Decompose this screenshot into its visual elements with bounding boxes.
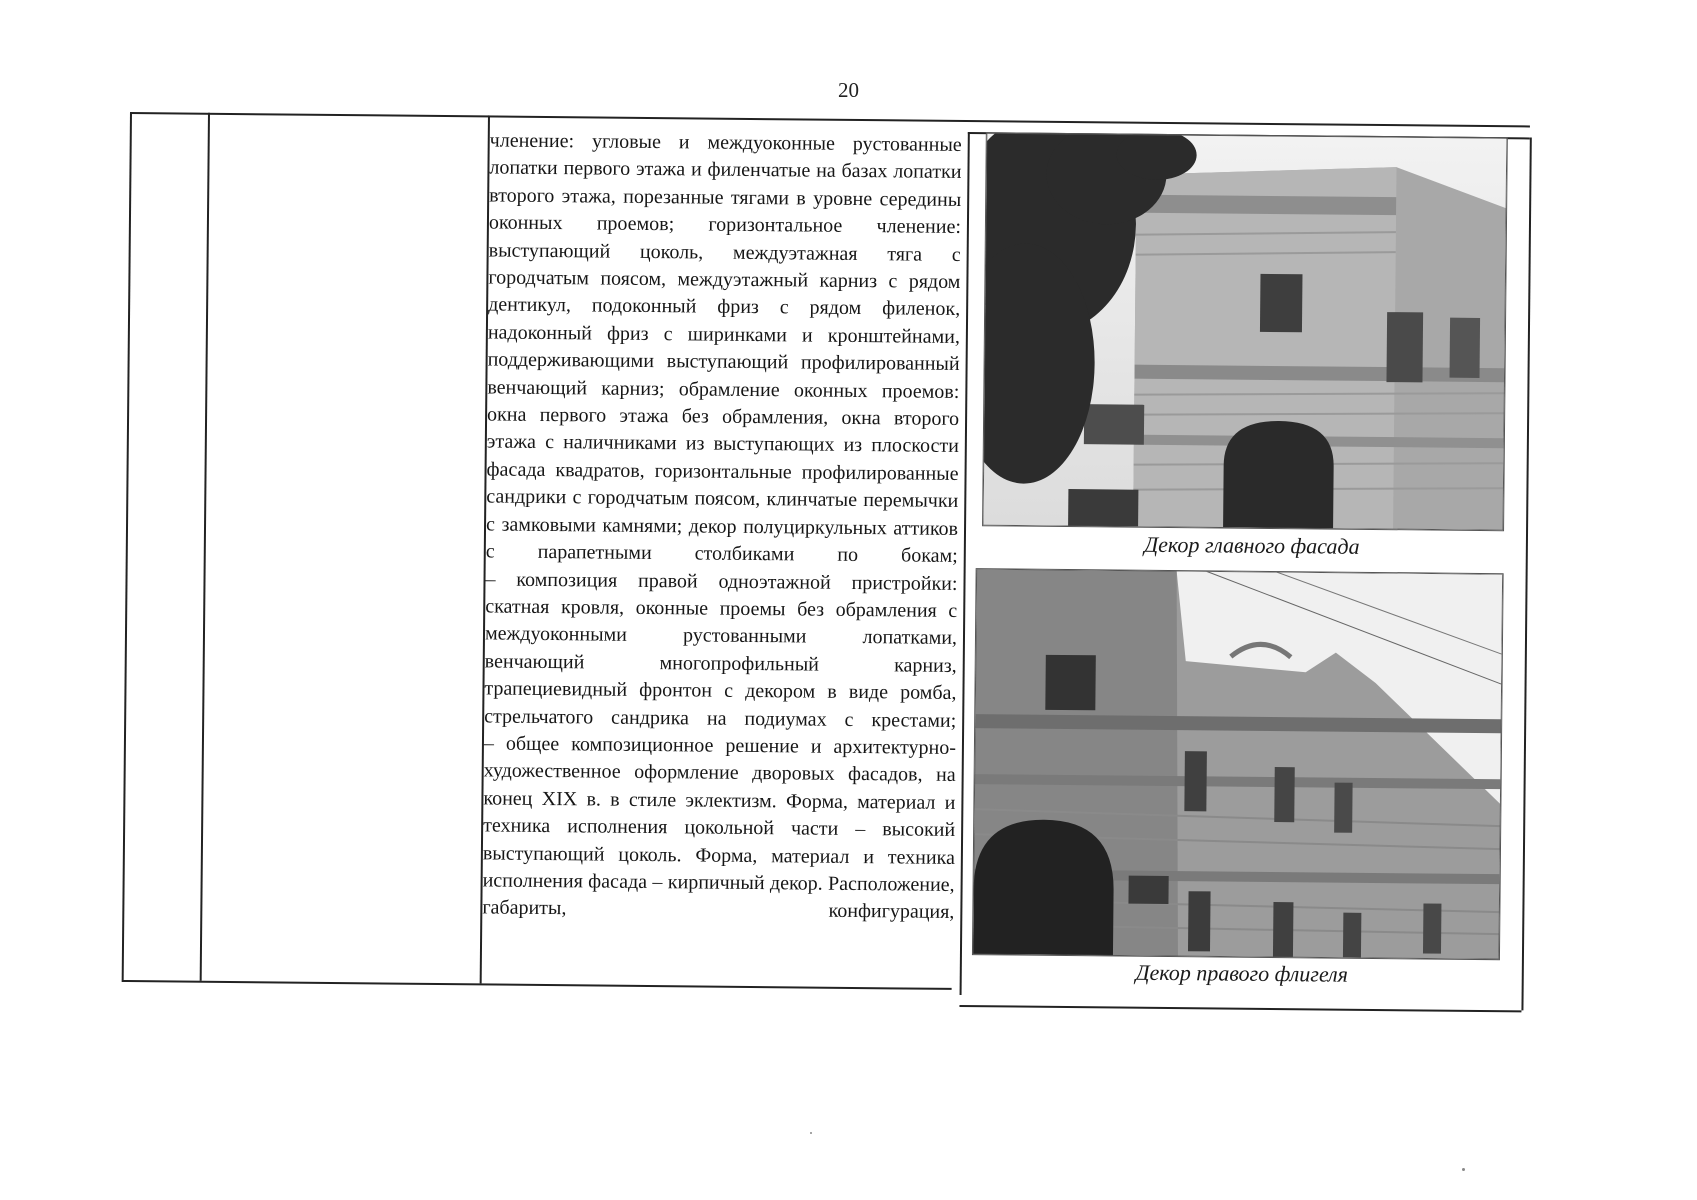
table-bottom-border xyxy=(122,980,952,989)
description-text xyxy=(482,115,962,926)
column-divider-1 xyxy=(200,113,210,981)
table-right-border xyxy=(1521,137,1531,1010)
paragraph-right-annex: – композиция правой одноэтажной пристройки: скатная кровля, оконные проемы без обрамления с междуоконными рустованными лопатками, венчающий многопрофильный карниз, трапециевидный фронтон с декором в виде ромба, стрельчатого сандрика на подиумах с крестами; xyxy=(484,567,958,732)
scan-speck xyxy=(810,1132,812,1134)
building-main-facade-photo xyxy=(982,132,1508,531)
table-left-border xyxy=(122,112,132,980)
caption-right-wing: Декор правого флигеля xyxy=(1135,959,1349,987)
page-number: 20 xyxy=(838,78,859,102)
photo-block-main-facade xyxy=(986,132,1526,559)
column-divider-3 xyxy=(960,132,970,995)
photo-cell-bottom-border xyxy=(959,1005,1521,1012)
scan-speck xyxy=(1462,1168,1465,1171)
caption-main-facade: Декор главного фасада xyxy=(1144,531,1360,559)
paragraph-facade-articulation: членение: угловые и междуоконные рустованные лопатки первого этажа и филенчатые на базах лопатки второго этажа, порезанные тягами в уровне середины оконных проемов; горизонтальное членение: выступающий цоколь, междуэтажная тяга с городчатым поясом, междуэтажный карниз с рядом дентикул, подоконный фриз с рядом филенок, надоконный фриз с ширинками и кронштейнами, поддерживающими выступающий профилированный венчающий карниз; обрамление оконных проемов: окна первого этажа без обрамления, окна второго этажа с наличниками из выступающих из плоскости фасада квадратов, горизонтальные профилированные сандрики с городчатым поясом, клинчатые перемычки с замковыми камнями; декор полуциркульных аттиков с парапетными столбиками по бокам; xyxy=(485,129,962,568)
photo-block-right-wing xyxy=(976,568,1516,987)
paragraph-courtyard-facades: – общее композиционное решение и архитектурно-художественное оформление дворовых фасадов, на конец XIX в. в стиле эклектизм. Форма, материал и техника исполнения цокольной части – высокий выступающий цоколь. Форма, материал и техника исполнения фасада – кирпичный декор. Расположение, габариты, конфигурация, xyxy=(482,732,957,924)
document-table xyxy=(121,112,1630,1111)
building-right-wing-photo xyxy=(972,568,1504,960)
